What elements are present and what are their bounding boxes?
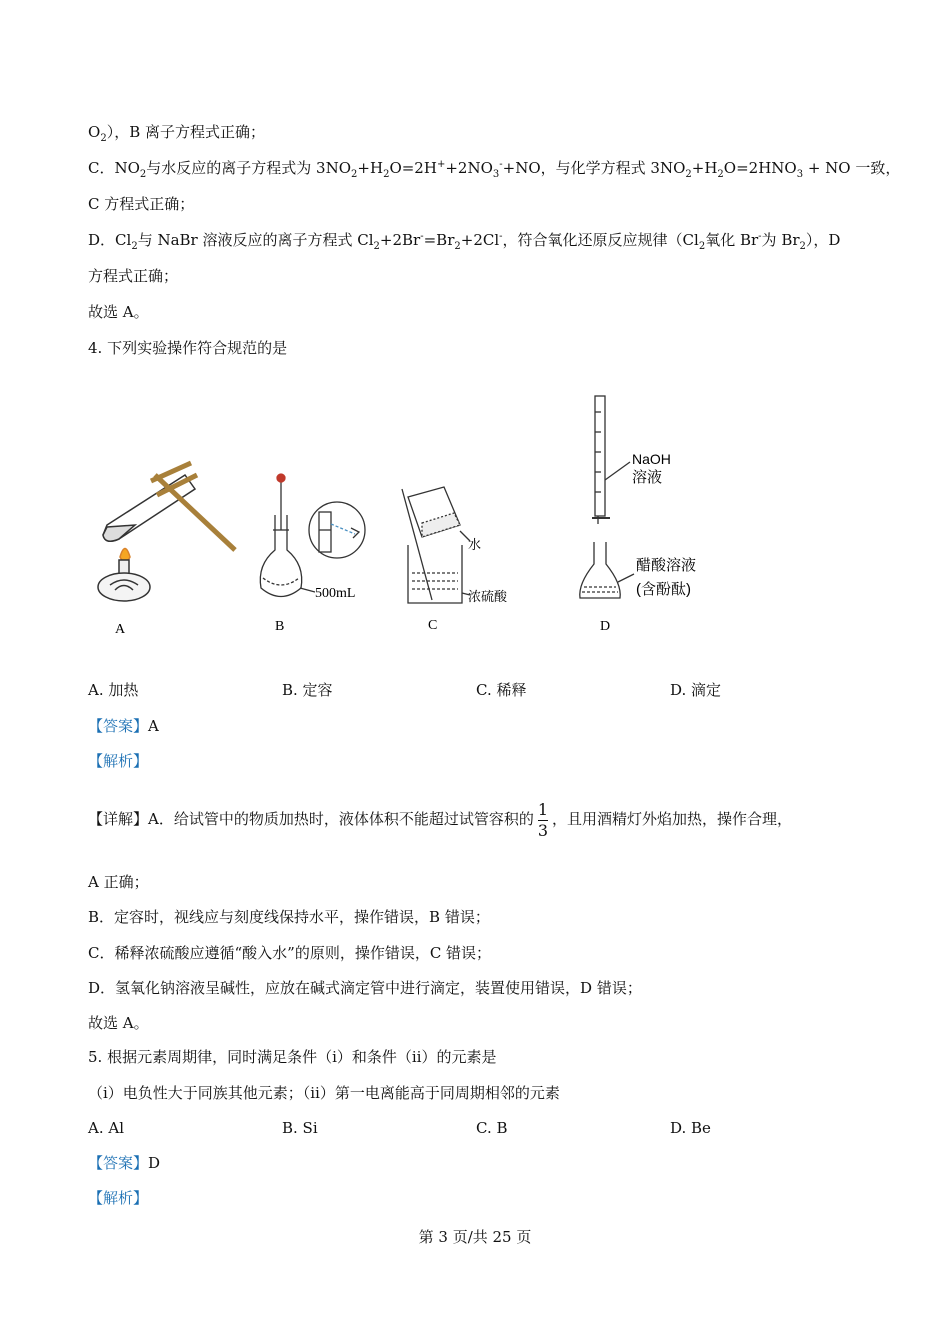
detail-line: 【详解】A．给试管中的物质加热时，液体体积不能超过试管容积的 $\frac{1}{3}$ ，且用酒精灯外焰加热，操作合理， bbox=[88, 799, 793, 840]
figure-b-volumetric-flask bbox=[255, 470, 380, 635]
answer-tag: 【答案】 bbox=[88, 1154, 149, 1172]
text-line: $O_2$），B 离子方程式正确； bbox=[88, 123, 265, 144]
text-line: B．定容时，视线应与刻度线保持水平，操作错误，B 错误； bbox=[88, 908, 490, 926]
answer-tag: 【答案】 bbox=[88, 717, 149, 735]
option-c: C. 稀释 bbox=[476, 681, 527, 699]
analysis-tag: 【解析】 bbox=[88, 752, 149, 770]
option-a: A. Al bbox=[88, 1119, 124, 1137]
solution-label: 溶液 bbox=[632, 469, 663, 486]
question-5: 5. 根据元素周期律，同时满足条件（ⅰ）和条件（ⅱ）的元素是 bbox=[88, 1048, 497, 1066]
figure-d-titration bbox=[570, 392, 725, 637]
option-c: C. B bbox=[476, 1119, 508, 1137]
option-a: A. 加热 bbox=[88, 681, 139, 699]
analysis-tag: 【解析】 bbox=[88, 1189, 149, 1207]
fraction: $\frac{1}{3}$ bbox=[537, 799, 549, 840]
text-line: D．$Cl_2$与 NaBr 溶液反应的离子方程式 $Cl_2+2Br^-=Br_2+2Cl^-$，符合氧化还原反应规律（$Cl_2$氧化 Br-为 $Br_2$），D bbox=[88, 231, 841, 252]
option-b: B. Si bbox=[282, 1119, 318, 1137]
phenolphthalein-label: (含酚酞) bbox=[636, 581, 691, 598]
option-b: B. 定容 bbox=[282, 681, 333, 699]
answer-line: 【答案】D bbox=[88, 1154, 161, 1172]
figure-label: A bbox=[115, 622, 126, 637]
text-line: A 正确； bbox=[88, 873, 149, 891]
text-line: 方程式正确； bbox=[88, 267, 179, 285]
option-d: D. Be bbox=[670, 1119, 711, 1137]
flask-volume-label: 500mL bbox=[315, 586, 356, 601]
text-line: C．$NO_2$与水反应的离子方程式为 $3NO_2+H_2O=2H^++2NO_3^-+NO$，与化学方程式 $3NO_2+H_2O=2HNO_3$ + NO 一致， bbox=[88, 159, 901, 180]
naoh-label: NaOH bbox=[632, 451, 671, 467]
question-4: 4. 下列实验操作符合规范的是 bbox=[88, 339, 288, 357]
figure-label: D bbox=[600, 619, 611, 634]
option-d: D. 滴定 bbox=[670, 681, 722, 699]
page-footer: 第 3 页/共 25 页 bbox=[418, 1228, 532, 1246]
answer-line: 【答案】A bbox=[88, 717, 159, 735]
figure-c-dilution bbox=[392, 485, 522, 635]
figure-a-heating bbox=[95, 455, 240, 640]
text-line: C 方程式正确； bbox=[88, 195, 195, 213]
text-line: 故选 A。 bbox=[88, 1014, 149, 1032]
figure-label: C bbox=[428, 618, 438, 633]
text-line: D．氢氧化钠溶液呈碱性，应放在碱式滴定管中进行滴定，装置使用错误，D 错误； bbox=[88, 979, 642, 997]
water-label: 水 bbox=[468, 537, 482, 552]
text-line: 故选 A。 bbox=[88, 303, 149, 321]
text-line: C．稀释浓硫酸应遵循“酸入水”的原则，操作错误，C 错误； bbox=[88, 944, 492, 962]
acetic-label: 醋酸溶液 bbox=[636, 557, 697, 574]
question-5-conditions: （ⅰ）电负性大于同族其他元素；（ⅱ）第一电离能高于同周期相邻的元素 bbox=[88, 1084, 560, 1102]
acid-label: 浓硫酸 bbox=[468, 589, 508, 604]
figure-label: B bbox=[275, 619, 285, 634]
